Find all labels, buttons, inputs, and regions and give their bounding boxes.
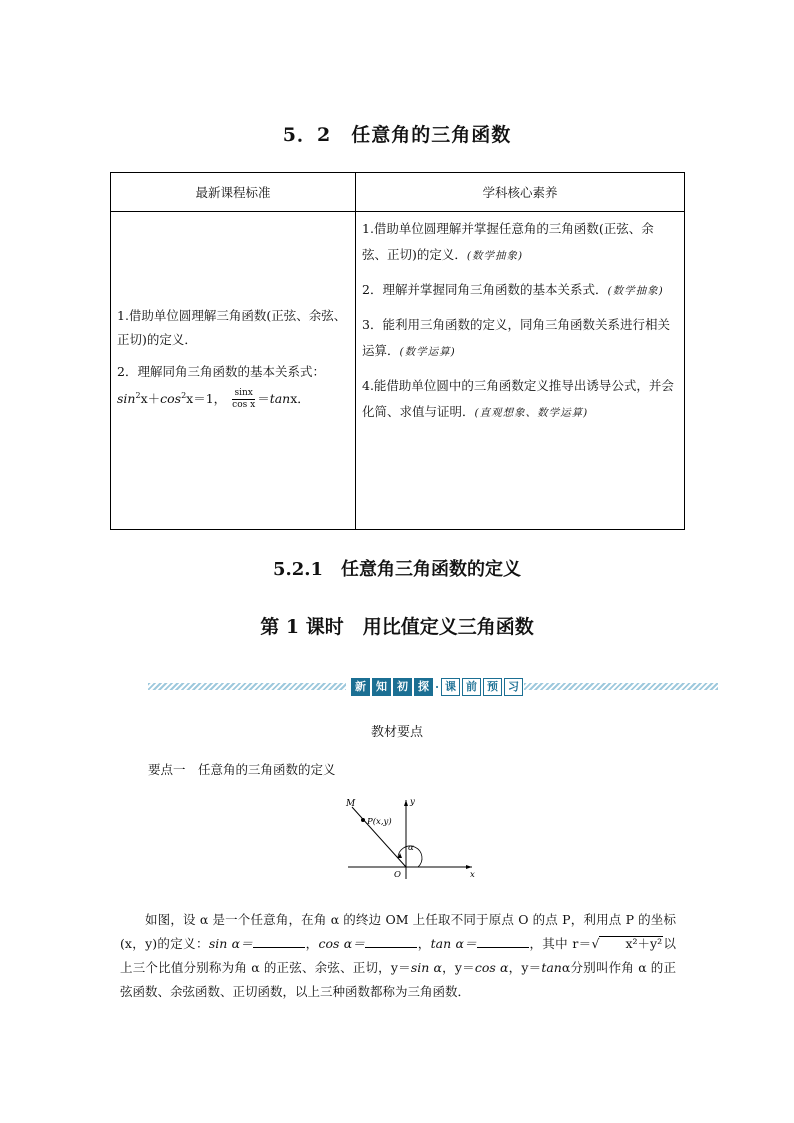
section-banner bbox=[148, 678, 718, 694]
definition-paragraph: 如图，设 α 是一个任意角，在角 α 的终边 OM 上任取不同于原点 O 的点 P，利用点 P 的坐标(x，y)的定义：sin α＝ ，cos α＝ ，tan α＝ ，其中 r＝√ x²＋y²以上三个比值分别称为角 α 的正弦、余弦、正切，y＝sin α，y＝cos α，y＝tanα分别叫作角 α 的正弦函数、余弦函数、正切函数，以上三种函数都称为三角函数． bbox=[120, 912, 677, 999]
banner-dot: · bbox=[435, 680, 439, 694]
banner-char: 新 bbox=[351, 678, 370, 696]
label-origin: O bbox=[394, 870, 401, 880]
standards-cell bbox=[111, 212, 356, 530]
banner-char: 课 bbox=[441, 678, 460, 696]
literacy-cell bbox=[356, 212, 685, 530]
label-x: x bbox=[470, 870, 475, 880]
page-title: 5．2 任意角的三角函数 bbox=[282, 124, 512, 146]
section-title: 5.2.1 任意角三角函数的定义 bbox=[272, 559, 522, 580]
quotient-fraction: $\frac{\sin x}{\text{cos x}}$ bbox=[232, 388, 256, 411]
banner-char: 习 bbox=[504, 678, 523, 696]
standard-item-1: 1.借助单位圆理解三角函数(正弦、余弦、正切)的定义． bbox=[117, 308, 347, 347]
banner-stripe-left bbox=[148, 683, 346, 690]
literacy-item-1: 1.借助单位圆理解并掌握任意角的三角函数(正弦、余弦、正切)的定义．(数学抽象) bbox=[362, 221, 654, 262]
blank-cos bbox=[365, 935, 417, 948]
y-axis-arrow bbox=[404, 800, 408, 806]
banner-stripe-right bbox=[524, 683, 718, 690]
blank-sin bbox=[253, 935, 305, 948]
material-heading: 教材要点 bbox=[370, 725, 423, 740]
sqrt-expression: x²＋y² bbox=[599, 936, 663, 951]
literacy-item-2: 2．理解并掌握同角三角函数的基本关系式．(数学抽象) bbox=[362, 282, 664, 297]
banner-char: 前 bbox=[462, 678, 481, 696]
banner-char: 探 bbox=[414, 678, 433, 696]
terminal-side-om bbox=[352, 807, 406, 867]
x-axis-arrow bbox=[466, 865, 472, 869]
point-p bbox=[361, 818, 365, 822]
header-standard: 最新课程标准 bbox=[111, 173, 356, 212]
literacy-item-4: 4.能借助单位圆中的三角函数定义推导出诱导公式，并会化简、求值与证明．(直观想象、数学运算) bbox=[362, 378, 674, 419]
lesson-title: 第 1 课时 用比值定义三角函数 bbox=[260, 616, 534, 638]
blank-tan bbox=[477, 935, 529, 948]
point-heading: 要点一 任意角的三角函数的定义 bbox=[148, 762, 336, 777]
angle-diagram bbox=[340, 795, 480, 880]
banner-label bbox=[351, 678, 523, 696]
banner-char: 预 bbox=[483, 678, 502, 696]
label-p: P(x,y) bbox=[367, 817, 392, 827]
label-m: M bbox=[346, 799, 356, 809]
header-literacy: 学科核心素养 bbox=[356, 173, 685, 212]
identity-formula: $\sin^2x+\cos^2x=1$， $\frac{\sin x}{\text{cos x}}$ ＝tanx． bbox=[117, 388, 310, 411]
label-alpha: α bbox=[408, 843, 414, 853]
literacy-item-3: 3．能利用三角函数的定义，同角三角函数关系进行相关运算．(数学运算) bbox=[362, 317, 670, 358]
banner-char: 知 bbox=[372, 678, 391, 696]
label-y: y bbox=[410, 797, 415, 807]
banner-char: 初 bbox=[393, 678, 412, 696]
standard-item-2: 2．理解同角三角函数的基本关系式： bbox=[117, 364, 325, 379]
curriculum-table bbox=[110, 172, 685, 530]
